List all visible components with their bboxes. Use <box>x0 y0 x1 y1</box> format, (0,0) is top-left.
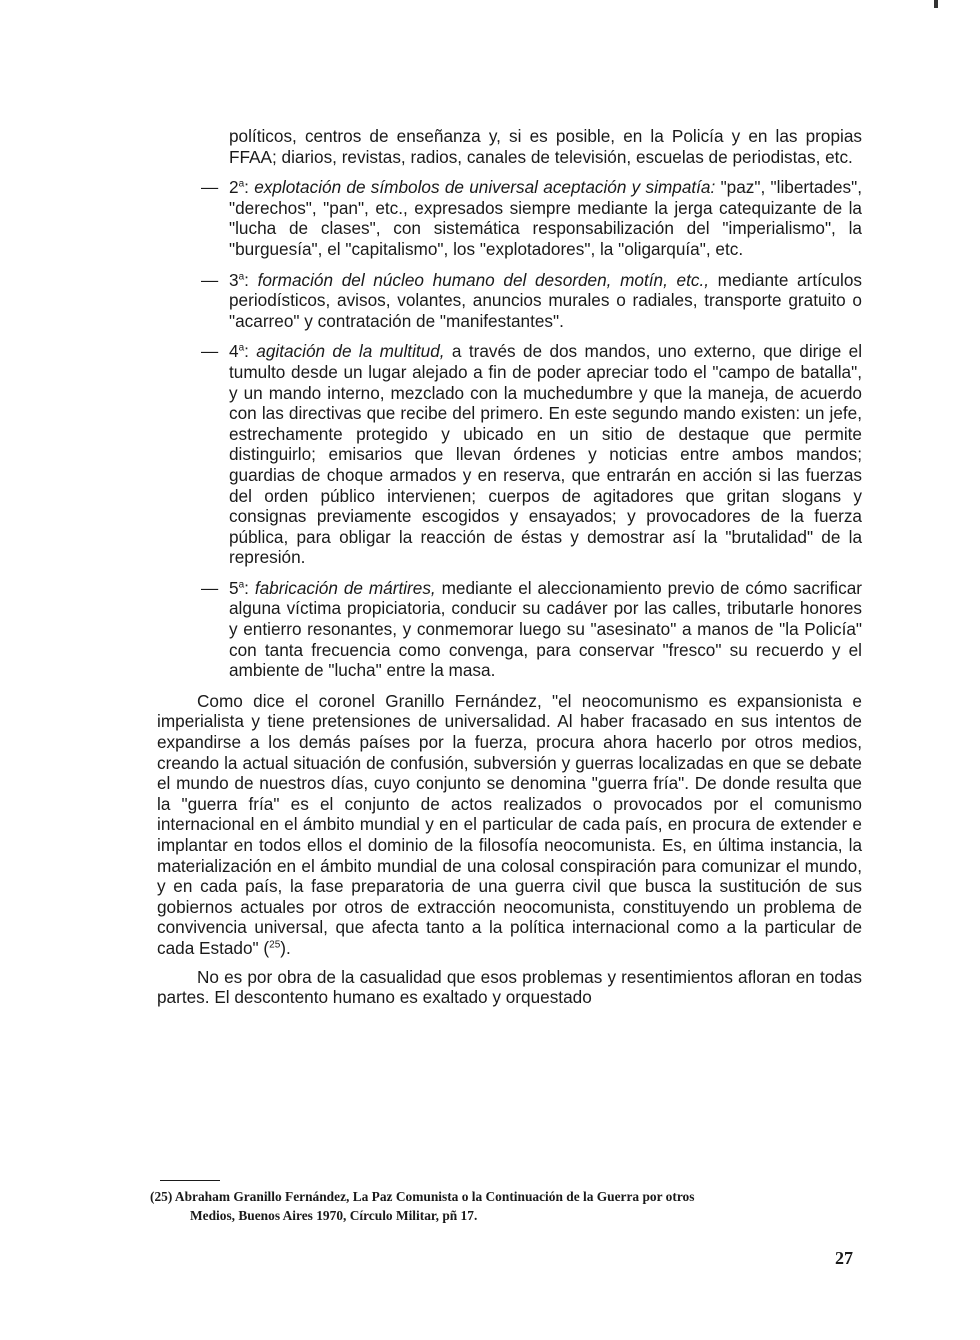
paragraph-end: ). <box>280 937 291 958</box>
paragraph-text: Como dice el coronel Granillo Fernández, "el neocomunismo es expansionista e imperialista y tiene pretensiones de universalidad. Al haber fracasado en sus intentos de expandirse a los demás países por la fuerza, procura ahora hacerlo por otros medios, creando la actual situación de confusión, subversión y guerras localizadas en que se debate el mundo de nuestros días, cuyo conjunto se denomina "guerra fría". De donde resulta que la "guerra fría" es el conjunto de actos realizados o provocados por el comunismo internacional en el ámbito mundial y en el particular de cada país, en procura de extender e implantar en todos ellos el dominio de la filosofía neocomunista. Es, en última instancia, la materialización en el ámbito mundial de una colosal conspiración para comunizar el mundo, y en cada país, la fase preparatoria de una guerra civil que busca la sustitución de sus gobiernos actuales por otros de extracción neocomunista, constituyendo un problema de convivencia universal, que afecta tanto a la política internacional como a la particular de cada Estado" ( <box>157 690 862 958</box>
body-paragraph <box>157 691 862 959</box>
item-colon: : <box>244 341 249 362</box>
page-number: 27 <box>835 1248 853 1268</box>
item-dash: — <box>201 577 219 598</box>
item-colon: : <box>244 269 249 290</box>
list-item <box>157 270 862 332</box>
continuation-text: políticos, centros de enseñanza y, si es posible, en la Policía y en las propias FFAA; diarios, revistas, radios, canales de televisión, escuelas de periodistas, etc. <box>229 126 862 167</box>
item-dash: — <box>201 341 219 362</box>
footnote-line-2: Medios, Buenos Aires 1970, Círculo Militar, pñ 17. <box>190 1208 478 1223</box>
item-number: 5 <box>229 577 239 598</box>
item-lead: formación del núcleo humano del desorden, motín, etc., <box>257 269 709 290</box>
list-item <box>157 177 862 259</box>
item-dash: — <box>201 269 219 290</box>
footnote-ref: 25 <box>269 939 281 951</box>
item-lead: agitación de la multitud, <box>256 341 445 362</box>
footnote <box>150 1187 862 1225</box>
item-ordinal: a <box>238 178 245 190</box>
item-ordinal: a <box>238 579 245 591</box>
footnote-line-1: (25) Abraham Granillo Fernández, La Paz Comunista o la Continuación de la Guerra por otros <box>150 1189 695 1204</box>
item-text: "paz", "libertades", "derechos", "pan", etc., expresados siempre mediante la jerga catequizante de la "lucha de clases", con sistemática responsabilización del "imperialismo", la "burguesía", el "capitalismo", los "explotadores", la "oligarquía", etc. <box>229 177 863 259</box>
item-ordinal: a <box>238 270 245 282</box>
item-text: mediante artículos periodísticos, avisos, volantes, anuncios murales o radiales, transporte gratuito o "acarreo" y contratación de "manifestantes". <box>229 269 862 331</box>
body-paragraph-2: No es por obra de la casualidad que esos problemas y resentimientos afloran en todas partes. El descontento humano es exaltado y orquestado <box>157 966 862 1008</box>
item-colon: : <box>244 577 249 598</box>
footnote-rule <box>160 1180 220 1181</box>
main-text <box>157 126 862 1016</box>
item-dash: — <box>201 177 219 198</box>
item-lead: explotación de símbolos de universal aceptación y simpatía: <box>254 177 716 198</box>
item-lead: fabricación de mártires, <box>254 577 436 598</box>
item-ordinal: a <box>238 342 245 354</box>
item-text: mediante el aleccionamiento previo de cómo sacrificar alguna víctima propiciatoria, conducir su cadáver por las calles, tributarle honores y entierro resonantes, y conmemorar luego su "asesinato" a manos de "la Policía" con tanta frecuencia como convenga, para conservar "fresco" su recuerdo y el ambiente de "lucha" entre la masa. <box>229 577 862 681</box>
scan-mark <box>934 0 938 8</box>
list-item <box>157 341 862 568</box>
item-number: 4 <box>229 341 239 362</box>
list-item <box>157 578 862 681</box>
item-number: 2 <box>229 177 239 198</box>
item-number: 3 <box>229 269 239 290</box>
item-text: a través de dos mandos, uno externo, que dirige el tumulto desde un lugar alejado a fin de poder apreciar todo el "campo de batalla", y un mando interno, mezclado con la muchedumbre y que la maneja, de acuerdo con las directivas que recibe del primero. En este segundo mando existen: un jefe, estrechamente protegido y ubicado en un sitio de destaque que permite distinguirlo; emisarios que llevan órdenes y noticias entre ambos mandos; guardias de choque armados y en reserva, que entrarán en acción si las fuerzas del orden público intervienen; cuerpos de agitadores que gritan slogans y consignas previamente escogidos y ensayados; y provocadores de la fuerza pública, para obligar la reacción de éstas y demostrar así la "brutalidad" de la represión. <box>229 341 863 568</box>
item-colon: : <box>244 177 249 198</box>
